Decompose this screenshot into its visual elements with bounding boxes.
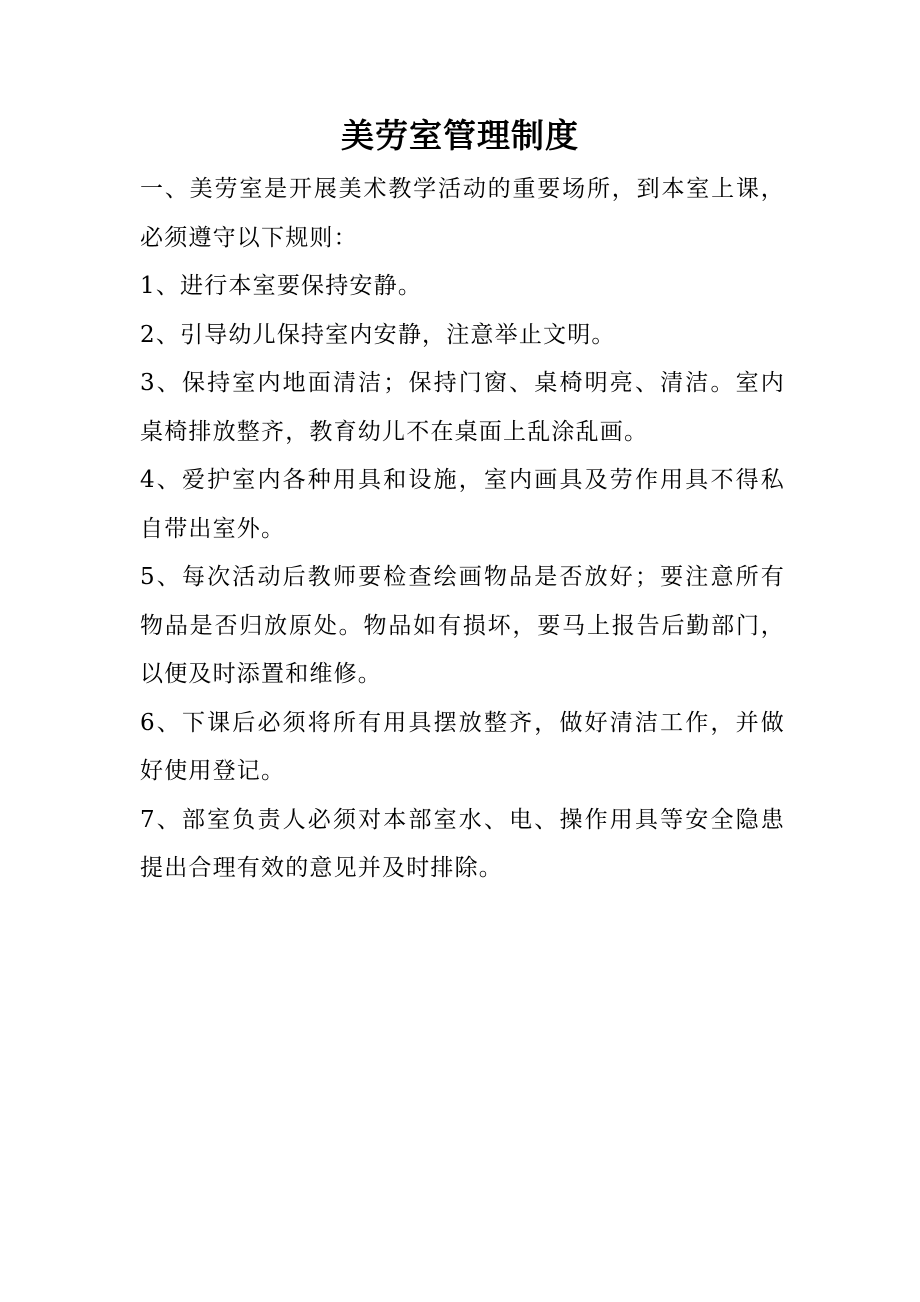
rule-item-6: 6、下课后必须将所有用具摆放整齐，做好清洁工作，并做好使用登记。 (140, 709, 785, 784)
rule-item-1: 1、进行本室要保持安静。 (140, 273, 423, 299)
rule-item-7: 7、部室负责人必须对本部室水、电、操作用具等安全隐患提出合理有效的意见并及时排除。 (140, 806, 785, 881)
rule-item-5: 5、每次活动后教师要检查绘画物品是否放好；要注意所有物品是否归放原处。物品如有损坏，要马上报告后勤部门，以便及时添置和维修。 (140, 564, 785, 687)
document-body (140, 165, 785, 893)
document-title: 美劳室管理制度 (341, 116, 579, 155)
rule-item-3: 3、保持室内地面清洁；保持门窗、桌椅明亮、清洁。室内桌椅排放整齐，教育幼儿不在桌面上乱涂乱画。 (140, 370, 785, 445)
rule-item-4: 4、爱护室内各种用具和设施，室内画具及劳作用具不得私自带出室外。 (140, 467, 785, 542)
rule-item-2: 2、引导幼儿保持室内安静，注意举止文明。 (140, 321, 616, 348)
intro-paragraph: 一、美劳室是开展美术教学活动的重要场所，到本室上课，必须遵守以下规则： (140, 176, 785, 251)
